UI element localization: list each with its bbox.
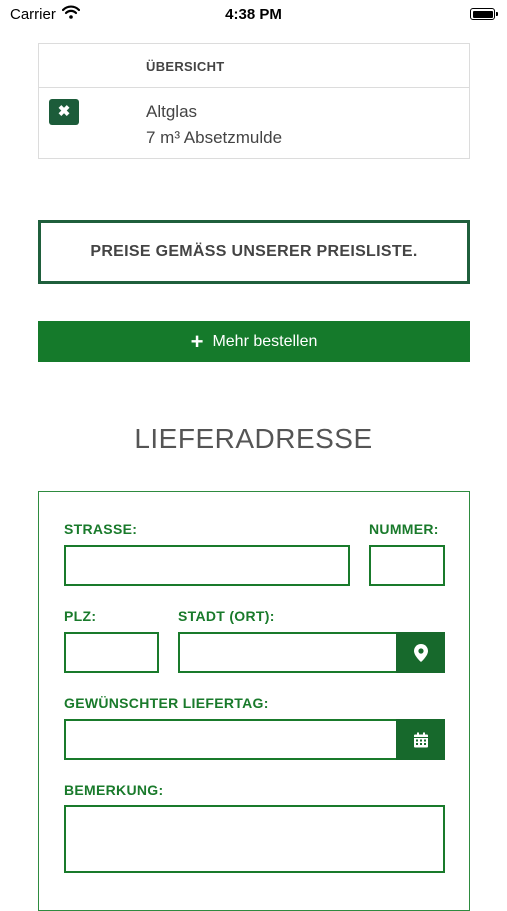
- plus-icon: +: [190, 328, 204, 354]
- clock: 4:38 PM: [225, 6, 282, 23]
- street-field[interactable]: [64, 545, 350, 586]
- delivery-date-label: GEWÜNSCHTER LIEFERTAG:: [64, 695, 269, 711]
- number-input[interactable]: [371, 547, 443, 584]
- carrier-label: Carrier: [10, 6, 56, 23]
- city-field[interactable]: [178, 632, 399, 673]
- overview-table: [38, 43, 470, 159]
- battery-icon: [470, 8, 495, 20]
- delivery-address-form: [38, 491, 470, 911]
- city-input[interactable]: [180, 634, 397, 671]
- remark-field[interactable]: [64, 805, 445, 873]
- number-field[interactable]: [369, 545, 445, 586]
- overview-header-label: ÜBERSICHT: [146, 59, 225, 74]
- zip-field[interactable]: [64, 632, 159, 673]
- close-icon: ✖: [57, 103, 71, 120]
- price-notice: [38, 220, 470, 284]
- overview-header: [39, 44, 469, 88]
- remark-label: BEMERKUNG:: [64, 782, 164, 798]
- remove-item-button[interactable]: [49, 99, 79, 125]
- remark-input[interactable]: [66, 807, 443, 871]
- street-input[interactable]: [66, 547, 348, 584]
- item-description: 7 m³ Absetzmulde: [146, 128, 283, 147]
- delivery-address-title: LIEFERADRESSE: [134, 423, 373, 454]
- zip-input[interactable]: [66, 634, 157, 671]
- item-name: Altglas: [146, 102, 198, 121]
- order-more-button[interactable]: [38, 321, 470, 362]
- calendar-button[interactable]: [396, 719, 445, 760]
- street-label: STRASSE:: [64, 521, 138, 537]
- delivery-date-field[interactable]: [64, 719, 399, 760]
- number-label: NUMMER:: [369, 521, 439, 537]
- calendar-icon: [413, 732, 429, 748]
- map-pin-icon: [414, 644, 428, 662]
- delivery-date-input[interactable]: [66, 721, 397, 758]
- location-button[interactable]: [396, 632, 445, 673]
- order-more-label: Mehr bestellen: [212, 332, 318, 350]
- price-notice-text: PREISE GEMÄSS UNSERER PREISLISTE.: [90, 243, 418, 260]
- city-label: STADT (ORT):: [178, 608, 275, 624]
- zip-label: PLZ:: [64, 608, 97, 624]
- status-bar: [0, 0, 507, 30]
